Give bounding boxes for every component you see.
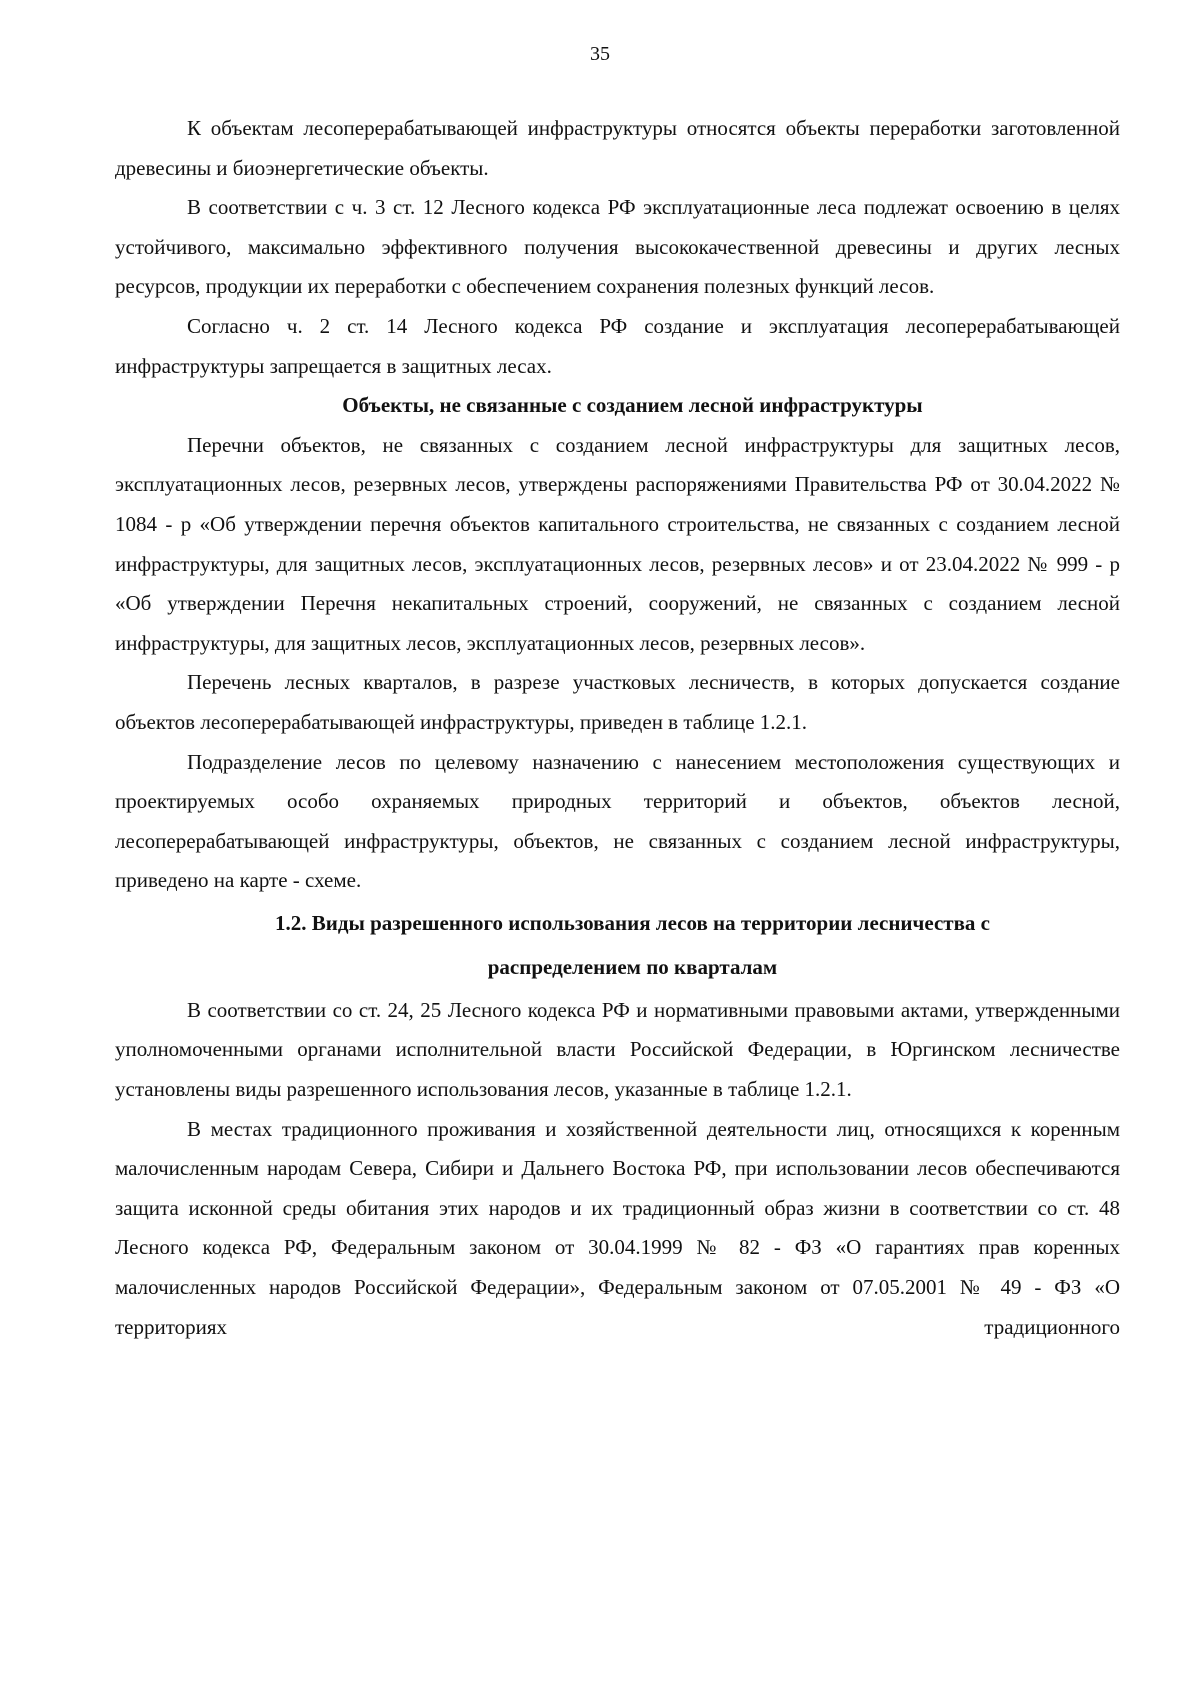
paragraph-permitted-use-types: В соответствии со ст. 24, 25 Лесного кодекса РФ и нормативными правовыми актами, утвержденными уполномоченными органами исполнительной власти Российской Федерации, в Юргинском лесничестве установлены виды разрешенного использования лесов, указанные в таблице 1.2.1. bbox=[115, 997, 1120, 1102]
paragraph-quarters-list: Перечень лесных кварталов, в разрезе участковых лесничеств, в которых допускается создание объектов лесоперерабатывающей инфраструктуры, приведен в таблице 1.2.1. bbox=[115, 670, 1120, 734]
section-heading-line-1: 1.2. Виды разрешенного использования лесов на территории лесничества с bbox=[274, 910, 991, 935]
section-heading-line-2: распределением по кварталам bbox=[487, 954, 778, 979]
heading-non-infrastructure-objects: Объекты, не связанные с созданием лесной инфраструктуры bbox=[342, 393, 923, 418]
paragraph-indigenous-peoples: В местах традиционного проживания и хозяйственной деятельности лиц, относящихся к коренным малочисленным народам Севера, Сибири и Дальнего Востока РФ, при использовании лесов обеспечиваются защита исконной среды обитания этих народов и их традиционный образ жизни в соответствии со ст. 48 Лесного кодекса РФ, Федеральным законом от 30.04.1999 № 82 - ФЗ «О гарантиях прав коренных малочисленных народов Российской Федерации», Федеральным законом от 07.05.2001 № 49 - ФЗ «О территориях традиционного bbox=[115, 1116, 1120, 1339]
paragraph-infrastructure-objects: К объектам лесоперерабатывающей инфраструктуры относятся объекты переработки заготовленной древесины и биоэнергетические объекты. bbox=[115, 116, 1120, 180]
page-number: 35 bbox=[590, 43, 610, 65]
document-body bbox=[115, 109, 1120, 1347]
paragraph-exploitation-forests: В соответствии с ч. 3 ст. 12 Лесного кодекса РФ эксплуатационные леса подлежат освоению в целях устойчивого, максимально эффективного получения высококачественной древесины и других лесных ресурсов, продукции их переработки с обеспечением сохранения полезных функций лесов. bbox=[115, 195, 1120, 299]
paragraph-object-lists: Перечни объектов, не связанных с созданием лесной инфраструктуры для защитных лесов, эксплуатационных лесов, резервных лесов, утверждены распоряжениями Правительства РФ от 30.04.2022 № 1084 - р «Об утверждении перечня объектов капитального строительства, не связанных с созданием лесной инфраструктуры, для защитных лесов, эксплуатационных лесов, резервных лесов» и от 23.04.2022 № 999 - р «Об утверждении Перечня некапитальных строений, сооружений, не связанных с созданием лесной инфраструктуры, для защитных лесов, эксплуатационных лесов, резервных лесов». bbox=[115, 432, 1120, 655]
paragraph-protective-forests-ban: Согласно ч. 2 ст. 14 Лесного кодекса РФ создание и эксплуатация лесоперерабатывающей инфраструктуры запрещается в защитных лесах. bbox=[115, 313, 1120, 378]
section-heading-permitted-use bbox=[115, 901, 1120, 989]
paragraph-forest-division: Подразделение лесов по целевому назначению с нанесением местоположения существующих и проектируемых особо охраняемых природных территорий и объектов, объектов лесной, лесоперерабатывающей инфраструктуры, объектов, не связанных с созданием лесной инфраструктуры, приведено на карте - схеме. bbox=[115, 749, 1120, 893]
